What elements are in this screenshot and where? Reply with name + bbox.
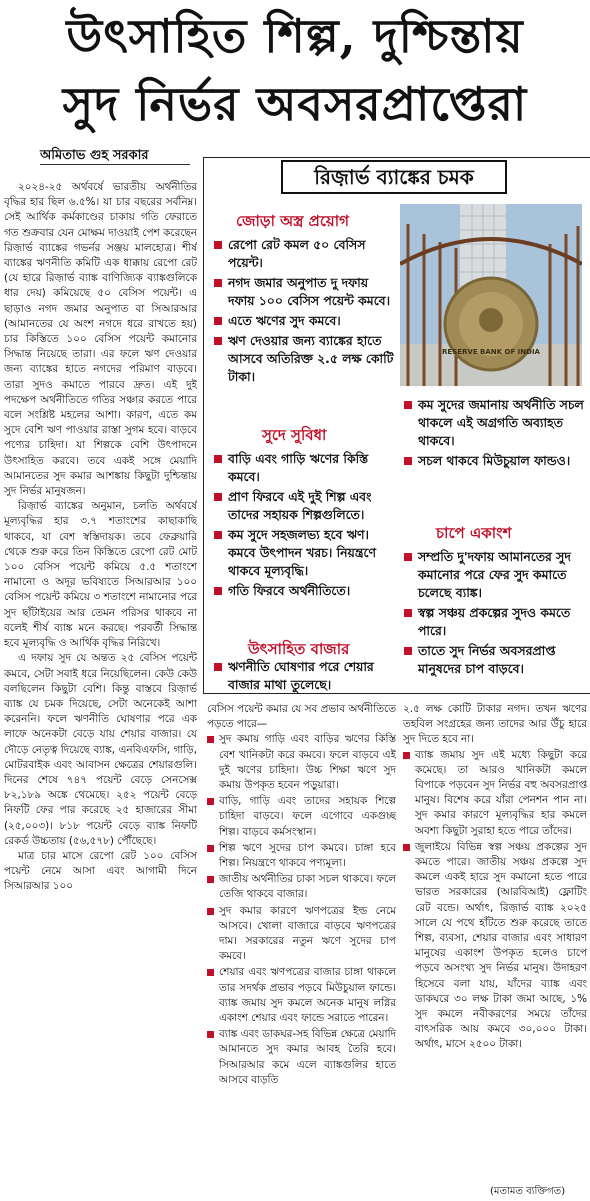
list-item: জাতীয় অর্থনীতির চাকা সচল থাকবে। ফলে তেজি থাকবে বাজার। (207, 872, 396, 902)
article-column-2 (207, 702, 396, 1201)
list-item: কম সুদের জমানায় অর্থনীতি সচল থাকলে এই অগ্রগতি অব্যাহত থাকবে। (404, 396, 584, 450)
opinion-disclaimer: (মতামত ব্যক্তিগত) (490, 1186, 566, 1197)
list-item: সুদ কমায় গাড়ি এবং বাড়ির ঋণের কিস্তি বেশ খানিকটা করে কমবে। ফলে বাড়বে এই দুই ঋণের চাহিদা। উচ্চ শিক্ষা ঋণে সুদ কমায় উপকৃত হবেন পড়ুয়ারা। (207, 732, 396, 793)
article-paragraph: ২০২৪-২৫ অর্থবর্ষে ভারতীয় অর্থনীতির বৃদ্ধির হার ছিল ৬.৫%। যা চার বছরের সর্বনিম্ন। সেই আর্থিক কর্মকাণ্ডের চাকায় গতি ফেরাতে গত শুক্রবার যেন মোক্ষম দাওয়াই পেশ করেছেন রিজ়ার্ভ ব্যাঙ্কের গভর্নর সঞ্জয় মালহোত্র। শীর্ষ ব্যাঙ্কের ঋণনীতি কমিটি এক ধাক্কায় রেপো রেট (যে হারে রিজ়ার্ভ ব্যাঙ্ক বাণিজ্যিক ব্যাঙ্কগুলিকে ধার দেয়) কমিয়েছে ৫০ বেসিস পয়েন্ট। এ ছাড়াও নগদ জমার অনুপাত বা সিআরআর (আমানতের যে অংশ নগদে ধরে রাখতে হয়) চার কিস্তিতে ১০০ বেসিস পয়েন্ট কমানোর সিদ্ধান্ত নিয়েছে তারা। এর ফলে ঋণ দেওয়ার জন্য ব্যাঙ্কের হাতে নগদের পরিমাণ বাড়বে। তারা সুদও কমাতে পারবে দ্রুত। এই দুই পদক্ষেপ অর্থনীতিতে গতির সঞ্চার করতে পারে বলে সংশ্লিষ্ট মহলের আশা। কারণ, এতে কম সুদে বেশি ঋণ পাওয়ার রাস্তা সুগম হবে। বাড়বে পণ্যের চাহিদা। যা শিল্পকে বেশি উৎপাদনে উৎসাহিত করবে। তবে একই সঙ্গে মেয়াদি আমানতের সুদ কমার আশঙ্কায় কিছুটা দুশ্চিন্তায় সুদ নির্ভর মানুষজন। (4, 181, 197, 498)
column-3-intro: ২.৫ লক্ষ কোটি টাকার নগদ। তখন ঋণের তহবিল সংগ্রহের জন্য তাদের আর উঁচু হারে সুদ দিতে হবে না। (403, 703, 587, 746)
list-item: বাড়ি এবং গাড়ি ঋণের কিস্তি কমবে। (214, 450, 396, 486)
list-item: স্বল্প সঞ্চয় প্রকল্পের সুদও কমতে পারে। (404, 604, 586, 640)
section-list-market-continued (404, 396, 584, 472)
list-item: শেয়ার এবং ঋণপত্রের বাজার চাঙ্গা থাকলে তার সদর্থক প্রভাব পড়বে মিউচুয়াল ফান্ডে। ব্যাঙ্ক জমায় সুদ কমলে অনেক মানুষ লগ্নির একাংশ শেয়ার এবং ফান্ডে সরাতে পারেন। (207, 965, 396, 1026)
list-item: গতি ফিরবে অর্থনীতিতে। (214, 582, 396, 600)
section-heading-interest-benefit: সুদে সুবিধা (262, 426, 327, 444)
article-column-1 (4, 180, 197, 1201)
article-column-3 (403, 702, 587, 1182)
column-2-intro: বেসিস পয়েন্ট কমার যে সব প্রভাব অর্থনীতিতে পড়তে পারে— (207, 703, 396, 731)
list-item: কম সুদে সহজলভ্য হবে ঋণ। কমবে উৎপাদন খরচ। নিয়ন্ত্রণে থাকবে মূল্যবৃদ্ধি। (214, 526, 396, 580)
section-list-under-pressure (404, 548, 586, 680)
rbi-building-photo (400, 204, 582, 386)
list-item: ঋণ দেওয়ার জন্য ব্যাঙ্কের হাতে আসবে অতিরিক্ত ২.৫ লক্ষ কোটি টাকা। (214, 332, 394, 386)
article-paragraph: এ দফায় সুদ যে অন্তত ২৫ বেসিস পয়েন্ট কমবে, সেটা সবাই ধরে নিয়েছিলেন। কেউ কেউ বলছিলেন কিছুটা বেশি। কিন্তু বাস্তবে রিজ়ার্ভ ব্যাঙ্ক যে চমক দিয়েছে, সেটা অনেকেই আশা করেননি। ফলে ঋণনীতি ঘোষণার পরে এক লাফে অনেকটা বেড়ে যায় শেয়ার বাজার। যে দৌড়ে নেতৃত্ব দিয়েছে ব্যাঙ্ক, এনবিএফসি, গাড়ি, মোটরবাইক এবং আবাসন ক্ষেত্রের শেয়ারগুলি। দিনের শেষে ৭৪৭ পয়েন্ট বেড়ে সেনসেক্স ৮২,১৮৯ অঙ্কে থেমেছে। ২৫২ পয়েন্ট বেড়ে নিফটি ফের পার করেছে ২৫ হাজারের সীমা (২৫,০০৩)। ৮১৮ পয়েন্ট বেড়ে ব্যাঙ্ক নিফটি রেকর্ড উচ্চতায় (৫৬,৫৭৮) পৌঁছেছে। (4, 652, 197, 847)
list-item: সুদ কমার কারণে ঋণপত্রের ইল্ড নেমে আসবে। খোলা বাজারে বাড়বে ঋণপত্রের দাম। সরকারের নতুন ঋণে সুদের চাপ কমবে। (207, 904, 396, 965)
sidebar-box (203, 157, 590, 694)
rbi-photo-illustration (400, 204, 582, 386)
list-item: জুলাইয়ে বিভিন্ন স্বল্প সঞ্চয় প্রকল্পের সুদ কমতে পারে। জাতীয় সঞ্চয় প্রকল্পে সুদ কমলে একই হারে সুদ কমানো হতে পারে ভারত সরকারের (আরবিআই) ফ্লোটিং রেট বন্ডে। অর্থাৎ, রিজ়ার্ভ ব্যাঙ্ক ২০২৫ সালে যে পথে হাঁটতে শুরু করেছে তাতে শিল্প, ব্যবসা, শেয়ার বাজার এবং সাধারণ মানুষের একাংশ উপকৃত হলেও চাপে পড়বে অসংখ্য সুদ নির্ভর মানুষ। উদাহরণ হিসেবে বলা যায়, যাঁদের ব্যাঙ্ক এবং ডাকঘরে ৩০ লক্ষ টাকা জমা আছে, ১% সুদ কমলে নবীকরণের সময়ে তাঁদের বাৎসরিক আয় কমবে ৩০,০০০ টাকা। অর্থাৎ, মাসে ২৫০০ টাকা। (403, 840, 587, 1053)
list-item: ঋণনীতি ঘোষণার পরে শেয়ার বাজার মাথা তুলেছে। (214, 658, 399, 694)
section-heading-joint-tools: জোড়া অস্ত্র প্রয়োগ (236, 212, 349, 230)
list-item: প্রাণ ফিরবে এই দুই শিল্প এবং তাদের সহায়ক শিল্পগুলিতে। (214, 488, 396, 524)
list-item: এতে ঋণের সুদ কমবে। (214, 312, 394, 330)
headline-line-1: উৎসাহিত শিল্প, দুশ্চিন্তায় (66, 9, 524, 63)
article-paragraph: রিজ়ার্ভ ব্যাঙ্কের অনুমান, চলতি অর্থবর্ষে মূল্যবৃদ্ধির হার ৩.৭ শতাংশের কাছাকাছি থাকবে, যা বেশ স্বস্তিদায়ক। তবে ফেব্রুয়ারি থেকে শুরু করে তিন কিস্তিতে রেপো রেট মোট ১০০ বেসিস পয়েন্ট কমিয়ে ৫.৫ শতাংশে নামানো ও অদূর ভবিষ্যতে সিআরআর ১০০ বেসিস পয়েন্ট কমিয়ে ৩ শতাংশে নামানোর পরে সুদ ছাঁটাইয়ের আর তেমন পরিসর থাকবে না বলেই শীর্ষ ব্যাঙ্ক মনে করছে। পরবর্তী সিদ্ধান্ত হবে মূল্যবৃদ্ধি ও আর্থিক বৃদ্ধির নিরিখে। (4, 500, 197, 650)
section-heading-under-pressure: চাপে একাংশ (436, 524, 512, 542)
section-list-encouraged-market (214, 658, 399, 696)
list-item: রেপো রেট কমল ৫০ বেসিস পয়েন্ট। (214, 236, 394, 272)
list-item: ব্যাঙ্ক জমায় সুদ এই মধ্যে কিছুটা করে কমেছে। তা আরও খানিকটা কমলে বিপাকে পড়বেন সুদ নির্ভর বহু অবসরপ্রাপ্ত মানুষ। বিশেষ করে যাঁরা পেনশন পান না। সুদ কমার কারণে মূল্যবৃদ্ধির হার কমলে অবশ্য কিছুটা সুরাহা হতে পারে তাঁদের। (403, 748, 587, 839)
section-list-interest-benefit (214, 450, 396, 602)
list-item: তাতে সুদ নির্ভর অবসরপ্রাপ্ত মানুষদের চাপ বাড়বে। (404, 642, 586, 678)
sidebar-box-title: রিজ়ার্ভ ব্যাঙ্কের চমক (281, 160, 507, 194)
headline-line-2: সুদ নির্ভর অবসরপ্রাপ্তেরা (62, 77, 528, 131)
list-item: বাড়ি, গাড়ি এবং তাদের সহায়ক শিল্পে চাহিদা বাড়বে। ফলে এগোবে একগুচ্ছ শিল্প। বাড়বে কর্মসংস্থান। (207, 794, 396, 840)
byline: অমিতাভ গুহ সরকার (40, 148, 149, 163)
byline-rule (40, 164, 190, 165)
list-item: ব্যাঙ্ক এবং ডাকঘর-সহ বিভিন্ন ক্ষেত্রে মেয়াদি আমানতে সুদ কমার আবহ তৈরি হবে। সিআরআর কমে এলে ব্যাঙ্কগুলির হাতে আসবে বাড়তি (207, 1027, 396, 1088)
list-item: সচল থাকবে মিউচুয়াল ফান্ডও। (404, 452, 584, 470)
rbi-seal-text: RESERVE BANK OF INDIA (442, 348, 540, 356)
section-list-joint-tools (214, 236, 394, 388)
list-item: সম্প্রতি দু'দফায় আমানতের সুদ কমানোর পরে ফের সুদ কমাতে চলেছে ব্যাঙ্ক। (404, 548, 586, 602)
section-heading-encouraged-market: উৎসাহিত বাজার (248, 640, 350, 658)
list-item: শিল্প ঋণে সুদের চাপ কমবে। চাঙ্গা হবে শিল্প। নিয়ন্ত্রণে থাকবে পণ্যমূল্য। (207, 841, 396, 871)
article-paragraph: মাত্র চার মাসে রেপো রেট ১০০ বেসিস পয়েন্ট নেমে আসা এবং আগামী দিনে সিআরআর ১০০ (4, 849, 197, 893)
list-item: নগদ জমার অনুপাত দু দফায় দফায় ১০০ বেসিস পয়েন্ট কমবে। (214, 274, 394, 310)
